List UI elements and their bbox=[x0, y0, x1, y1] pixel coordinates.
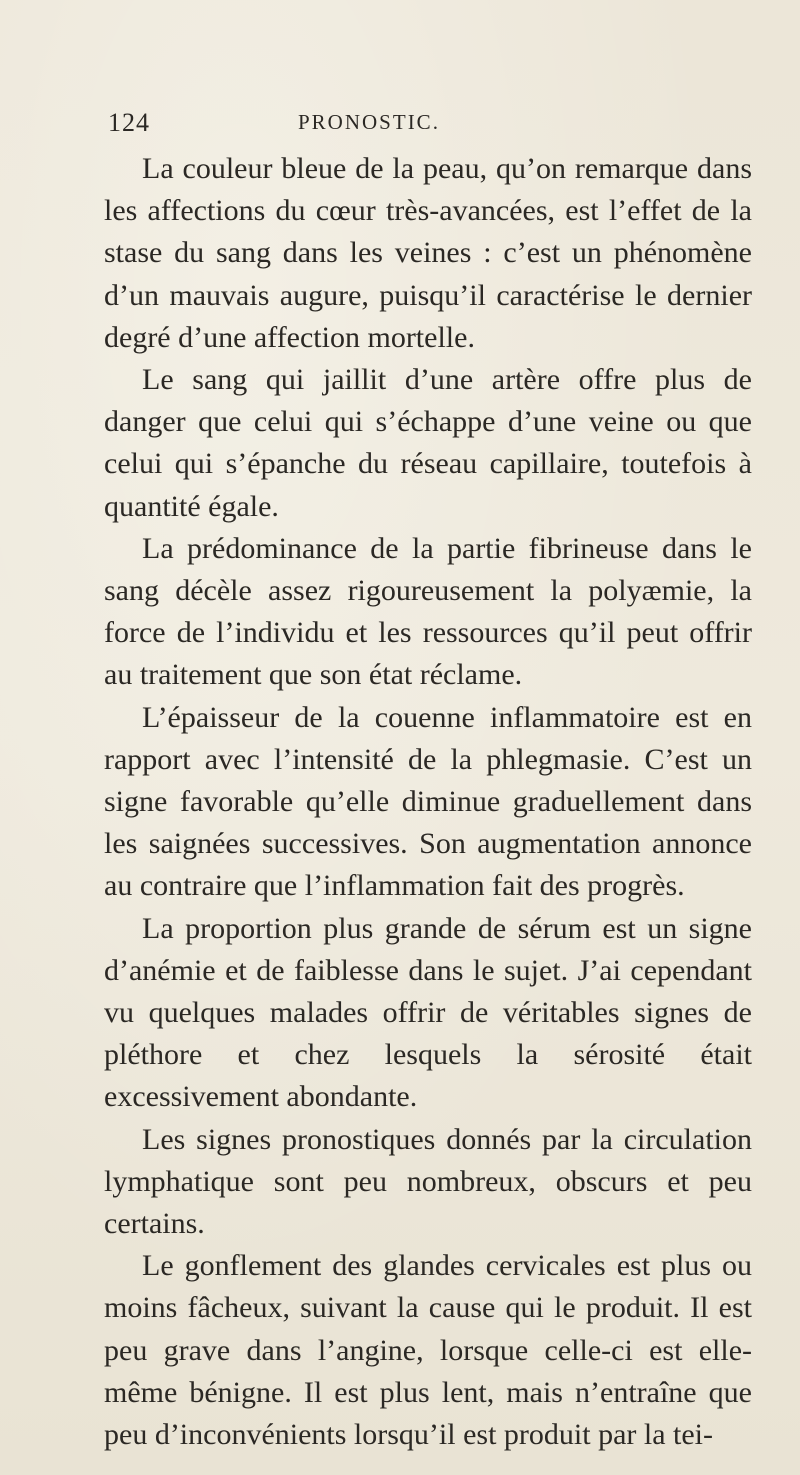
paragraph-serum: La proportion plus grande de sérum est un signe d’anémie et de faiblesse dans le sujet. J’ai cependant vu quelques malades offrir de véritables signes de pléthore et chez lesquels la sérosité était excessivement abondante. bbox=[104, 911, 752, 1114]
body-text bbox=[104, 148, 752, 1456]
paragraph-fibrin: La prédominance de la partie fibrineuse dans le sang décèle assez rigoureusement la polyæmie, la force de l’individu et les ressources qu’il peut offrir au traitement que son état réclame. bbox=[104, 531, 752, 692]
paragraph-blue-skin: La couleur bleue de la peau, qu’on remarque dans les affections du cœur très-avancées, est l’effet de la stase du sang dans les veines : c’est un phénomène d’un mauvais augure, puisqu’il caractérise le dernier degré d’une affection mortelle. bbox=[104, 152, 752, 354]
running-title: PRONOSTIC. bbox=[298, 110, 440, 134]
paragraph-lymphatic: Les signes pronostiques donnés par la circulation lymphatique sont peu nombreux, obscurs et peu certains. bbox=[104, 1122, 752, 1241]
paragraph-cervical-glands: Le gonflement des glandes cervicales est plus ou moins fâcheux, suivant la cause qui le produit. Il est peu grave dans l’angine, lorsque celle-ci est elle-même bénigne. Il est plus lent, mais n’entraîne que peu d’inconvénients lorsqu’il est produit par la tei- bbox=[104, 1249, 752, 1452]
paragraph-arterial-blood: Le sang qui jaillit d’une artère offre plus de danger que celui qui s’échappe d’une veine ou que celui qui s’épanche du réseau capillaire, toutefois à quantité égale. bbox=[104, 363, 752, 523]
paragraph-inflammatory-crust: L’épaisseur de la couenne inflammatoire est en rapport avec l’intensité de la phlegmasie. C’est un signe favorable qu’elle diminue graduellement dans les saignées successives. Son augmentation annonce au contraire que l’inflammation fait des progrès. bbox=[104, 700, 752, 903]
page-number: 124 bbox=[108, 108, 150, 137]
page-header bbox=[108, 108, 748, 138]
